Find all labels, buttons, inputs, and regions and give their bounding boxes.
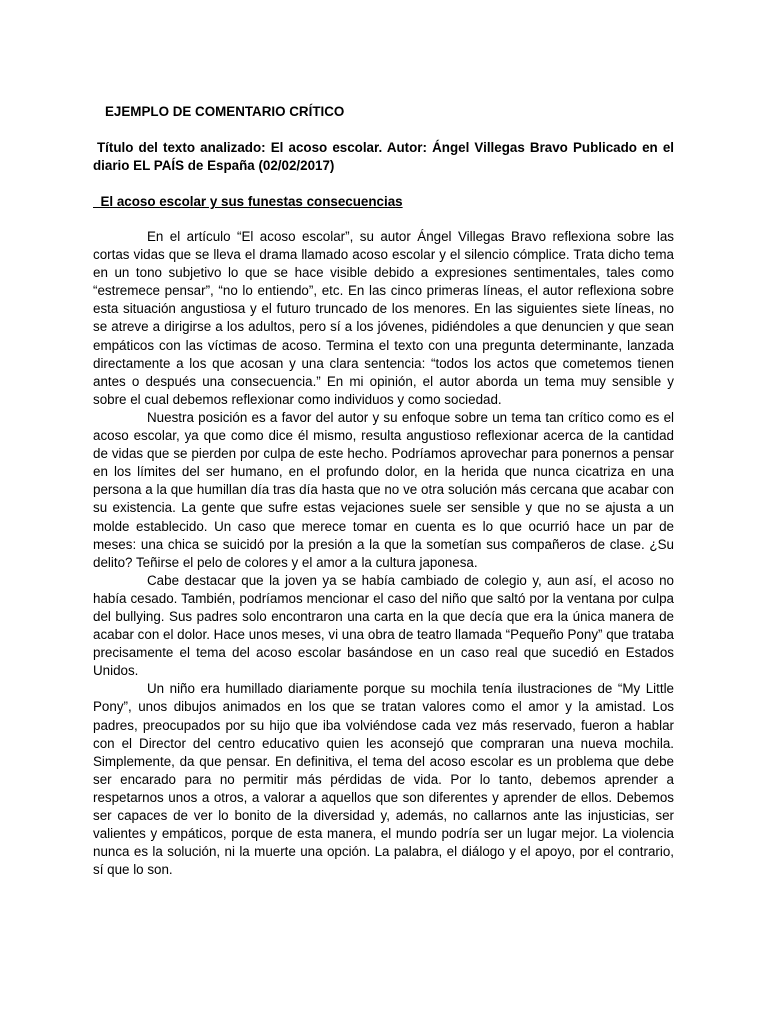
analyzed-text-info	[93, 139, 674, 175]
paragraph-3: Cabe destacar que la joven ya se había cambiado de colegio y, aun así, el acoso no había cesado. También, podríamos mencionar el caso del niño que saltó por la ventana por culpa del bullying. Sus padres solo encontraron una carta en la que decía que era la única manera de acabar con el dolor. Hace unos meses, vi una obra de teatro llamada “Pequeño Pony” que trataba precisamente el tema del acoso escolar basándose en un caso real que sucedió en Estados Unidos.	[93, 572, 674, 679]
analyzed-text-line: Título del texto analizado: El acoso escolar. Autor: Ángel Villegas Bravo Publicado en el diario EL PAÍS de España (02/02/2017)	[93, 140, 674, 173]
paragraph-2: Nuestra posición es a favor del autor y su enfoque sobre un tema tan crítico como es el acoso escolar, ya que como dice él mismo, resulta angustioso reflexionar acerca de la cantidad de vidas que se pierden por culpa de este hecho. Podríamos aprovechar para ponernos a pensar en los límites del ser humano, en el profundo dolor, en la herida que nunca cicatriza en una persona a la que humillan día tras día hasta que no ve otra solución más cercana que acabar con su existencia. La gente que sufre estas vejaciones suele ser sensible y que no se ajusta a un molde establecido. Un caso que merece tomar en cuenta es lo que ocurrió hace un par de meses: una chica se suicidó por la presión a la que la sometían sus compañeros de clase. ¿Su delito? Teñirse el pelo de colores y el amor a la cultura japonesa.	[93, 409, 674, 570]
document-title: EJEMPLO DE COMENTARIO CRÍTICO	[105, 104, 345, 119]
essay-body	[93, 228, 674, 879]
paragraph-1: En el artículo “El acoso escolar”, su autor Ángel Villegas Bravo reflexiona sobre las cortas vidas que se lleva el drama llamado acoso escolar y el silencio cómplice. Trata dicho tema en un tono subjetivo lo que se hace visible debido a expresiones sentimentales, tales como “estremece pensar”, “no lo entiendo”, etc. En las cinco primeras líneas, el autor reflexiona sobre esta situación angustiosa y el futuro truncado de los menores. En las siguientes siete líneas, no se atreve a dirigirse a los adultos, pero sí a los jóvenes, pidiéndoles a que denuncien y que sean empáticos con las víctimas de acoso. Termina el texto con una pregunta determinante, lanzada directamente a los que acosan y una clara sentencia: “todos los actos que cometemos tienen antes o después una consecuencia.” En mi opinión, el autor aborda un tema muy sensible y sobre el cual debemos reflexionar como individuos y como sociedad.	[93, 229, 674, 407]
paragraph-4: Un niño era humillado diariamente porque su mochila tenía ilustraciones de “My Little Pony”, unos dibujos animados en los que se tratan valores como el amor y la amistad. Los padres, preocupados por su hijo que iba volviéndose cada vez más reservado, fueron a hablar con el Director del centro educativo quien les aconsejó que compraran una nueva mochila. Simplemente, da que pensar. En definitiva, el tema del acoso escolar es un problema que debe ser encarado para no permitir más pérdidas de vida. Por lo tanto, debemos aprender a respetarnos unos a otros, a valorar a aquellos que son diferentes y aprender de ellos. Debemos ser capaces de ver lo bonito de la diversidad y, además, no callarnos ante las injusticias, ser valientes y empáticos, porque de esta manera, el mundo podría ser un lugar mejor. La violencia nunca es la solución, ni la muerte una opción. La palabra, el diálogo y el apoyo, por el contrario, sí que lo son.	[93, 681, 674, 878]
document-page	[93, 103, 674, 879]
essay-subtitle: El acoso escolar y sus funestas consecuencias	[93, 194, 403, 209]
